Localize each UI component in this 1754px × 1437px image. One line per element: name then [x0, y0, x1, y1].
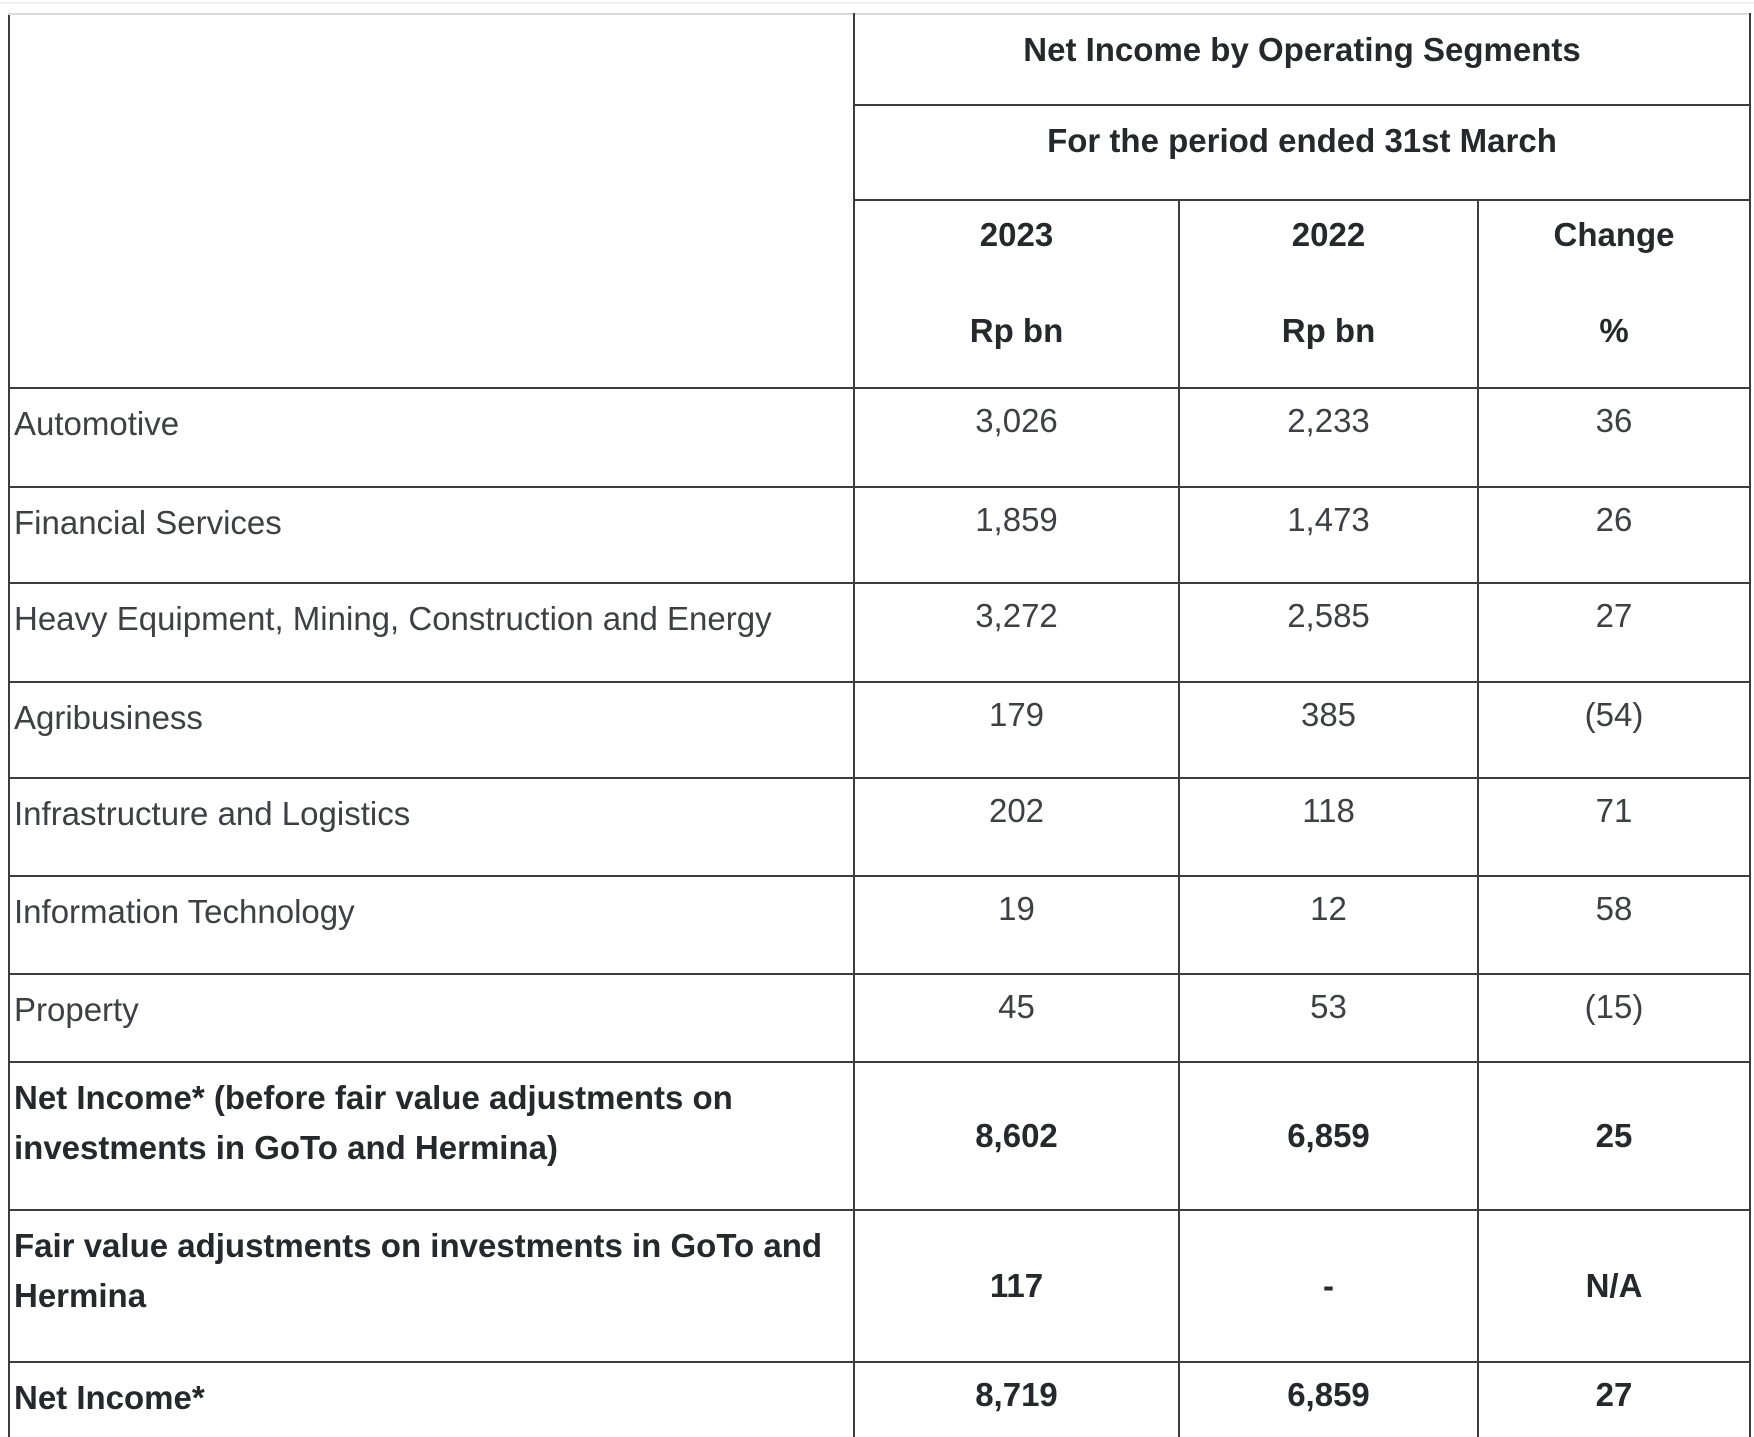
value-change: 36 — [1478, 388, 1750, 487]
value-2022: 1,473 — [1179, 487, 1478, 583]
row-label: Information Technology — [9, 876, 854, 974]
value-change: (15) — [1478, 974, 1750, 1062]
table-row — [9, 583, 1750, 682]
value-change: 25 — [1478, 1062, 1750, 1210]
value-2022: 385 — [1179, 682, 1478, 778]
value-2022: - — [1179, 1210, 1478, 1362]
value-change: (54) — [1478, 682, 1750, 778]
column-year-2023: 2023 — [979, 216, 1054, 253]
value-2022: 6,859 — [1179, 1362, 1478, 1437]
row-label: Automotive — [9, 388, 854, 487]
net-income-table — [8, 13, 1751, 1437]
row-label: Net Income* (before fair value adjustments on investments in GoTo and Hermina) — [9, 1062, 854, 1210]
column-header-change — [1478, 200, 1750, 388]
value-2023: 3,026 — [854, 388, 1179, 487]
table-row — [9, 778, 1750, 876]
value-2023: 45 — [854, 974, 1179, 1062]
value-2023: 19 — [854, 876, 1179, 974]
value-2022: 6,859 — [1179, 1062, 1478, 1210]
column-label-change: Change — [1553, 216, 1675, 253]
table-row — [9, 876, 1750, 974]
value-2023: 179 — [854, 682, 1179, 778]
value-change: 27 — [1478, 583, 1750, 682]
value-2022: 2,233 — [1179, 388, 1478, 487]
value-2023: 202 — [854, 778, 1179, 876]
value-change: 26 — [1478, 487, 1750, 583]
table-row — [9, 487, 1750, 583]
table-row — [9, 974, 1750, 1062]
row-label: Net Income* — [9, 1362, 854, 1437]
row-label: Heavy Equipment, Mining, Construction and Energy — [9, 583, 854, 682]
value-2022: 118 — [1179, 778, 1478, 876]
value-2023: 8,602 — [854, 1062, 1179, 1210]
row-label: Fair value adjustments on investments in GoTo and Hermina — [9, 1210, 854, 1362]
table-row — [9, 682, 1750, 778]
value-2022: 12 — [1179, 876, 1478, 974]
corner-empty-cell — [9, 14, 854, 388]
period-header: For the period ended 31st March — [854, 105, 1750, 200]
table-title: Net Income by Operating Segments — [854, 14, 1750, 105]
total-row-before-adjustments — [9, 1062, 1750, 1210]
value-2023: 1,859 — [854, 487, 1179, 583]
row-label: Financial Services — [9, 487, 854, 583]
value-change: 71 — [1478, 778, 1750, 876]
table-row — [9, 388, 1750, 487]
value-2022: 53 — [1179, 974, 1478, 1062]
value-2023: 3,272 — [854, 583, 1179, 682]
column-header-2022 — [1179, 200, 1478, 388]
value-change: 27 — [1478, 1362, 1750, 1437]
page-top-divider — [0, 2, 1754, 4]
column-header-2023 — [854, 200, 1179, 388]
value-2023: 8,719 — [854, 1362, 1179, 1437]
value-change: N/A — [1478, 1210, 1750, 1362]
fair-value-adjustments-row — [9, 1210, 1750, 1362]
row-label: Infrastructure and Logistics — [9, 778, 854, 876]
row-label: Agribusiness — [9, 682, 854, 778]
column-unit-2022: Rp bn — [1281, 312, 1376, 349]
column-year-2022: 2022 — [1291, 216, 1366, 253]
value-2023: 117 — [854, 1210, 1179, 1362]
column-unit-2023: Rp bn — [969, 312, 1064, 349]
net-income-total-row — [9, 1362, 1750, 1437]
value-2022: 2,585 — [1179, 583, 1478, 682]
value-change: 58 — [1478, 876, 1750, 974]
row-label: Property — [9, 974, 854, 1062]
column-unit-change: % — [1599, 312, 1629, 349]
